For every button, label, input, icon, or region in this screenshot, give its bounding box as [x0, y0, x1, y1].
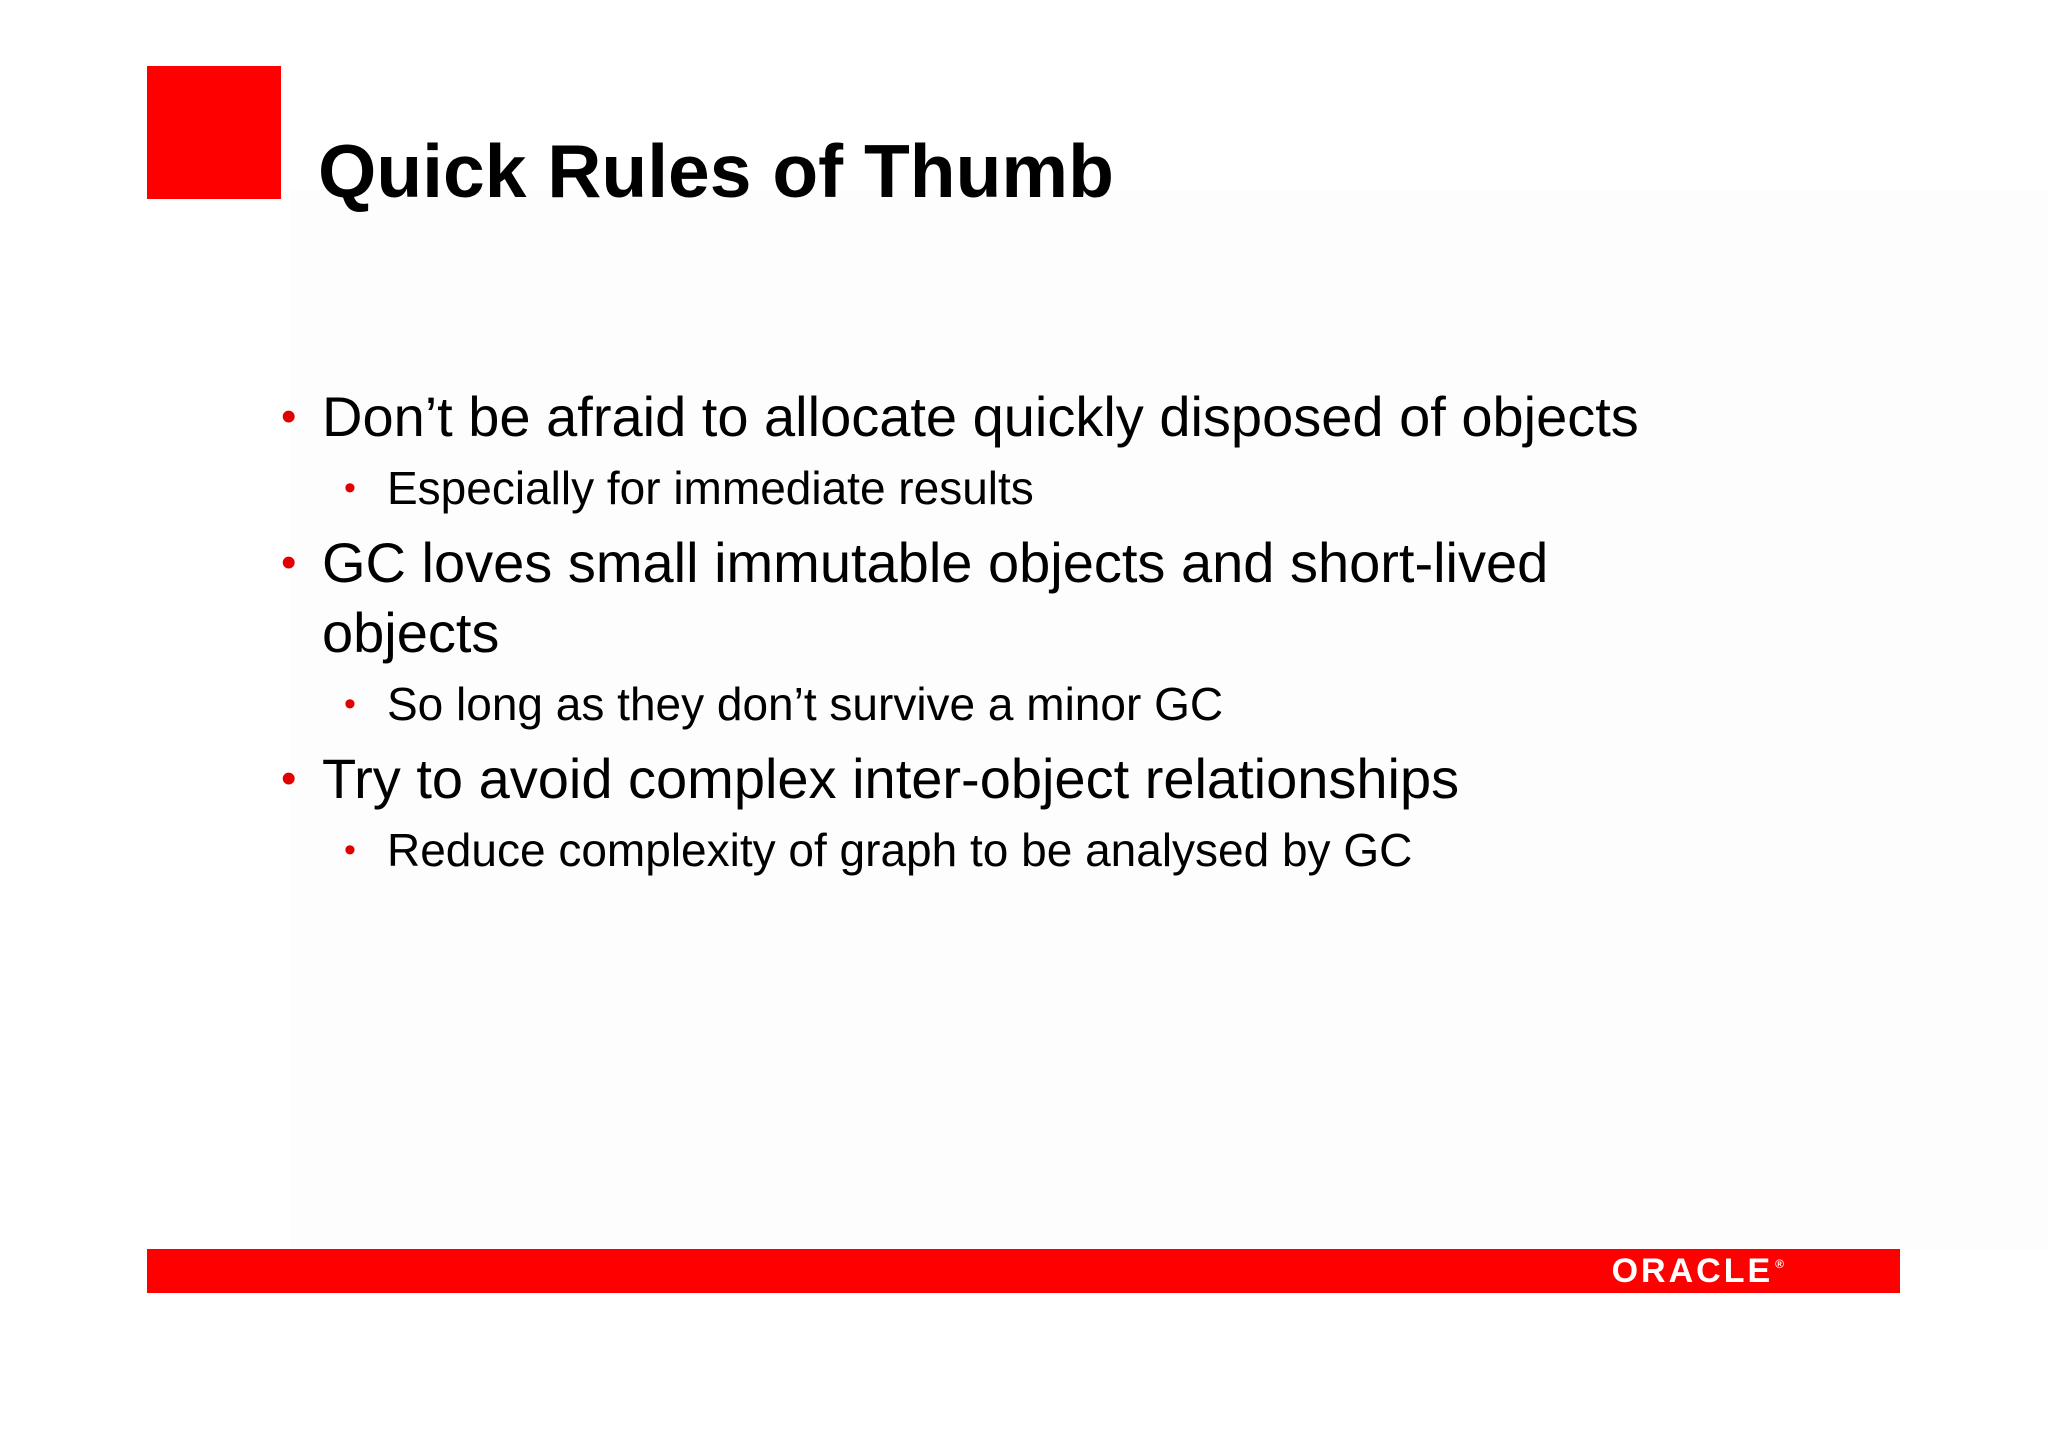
bullet-text: Don’t be afraid to allocate quickly disposed of objects — [322, 385, 1639, 448]
bullet-item-allocate — [276, 382, 1692, 452]
bullet-text: GC loves small immutable objects and short-lived objects — [322, 531, 1549, 664]
brand-square — [147, 66, 281, 199]
bullet-item-gc-loves-small-objects — [276, 528, 1692, 668]
bullet-item-avoid-complex-relationships — [276, 744, 1692, 814]
bullet-dot-icon: • — [281, 392, 297, 441]
bullet-text: So long as they don’t survive a minor GC — [387, 678, 1224, 730]
logo-wordmark: ORACLE — [1611, 1252, 1774, 1290]
bullet-text: Reduce complexity of graph to be analysed by GC — [387, 824, 1413, 876]
sub-bullet-item-reduce-complexity — [276, 820, 1756, 880]
bullet-dot-icon: • — [344, 685, 356, 723]
slide-title: Quick Rules of Thumb — [318, 129, 1114, 213]
bullet-text: Especially for immediate results — [387, 462, 1034, 514]
sub-bullet-item-immediate-results — [276, 458, 1756, 518]
bullet-dot-icon: • — [281, 754, 297, 803]
sub-bullet-item-minor-gc — [276, 674, 1756, 734]
bullet-list — [276, 372, 1756, 880]
footer-bar — [147, 1249, 1900, 1293]
bullet-dot-icon: • — [344, 831, 356, 869]
registered-mark: ® — [1775, 1257, 1784, 1271]
bullet-text: Try to avoid complex inter-object relationships — [322, 747, 1460, 810]
bullet-dot-icon: • — [281, 538, 297, 587]
oracle-logo — [1612, 1253, 1784, 1296]
bullet-dot-icon: • — [344, 469, 356, 507]
